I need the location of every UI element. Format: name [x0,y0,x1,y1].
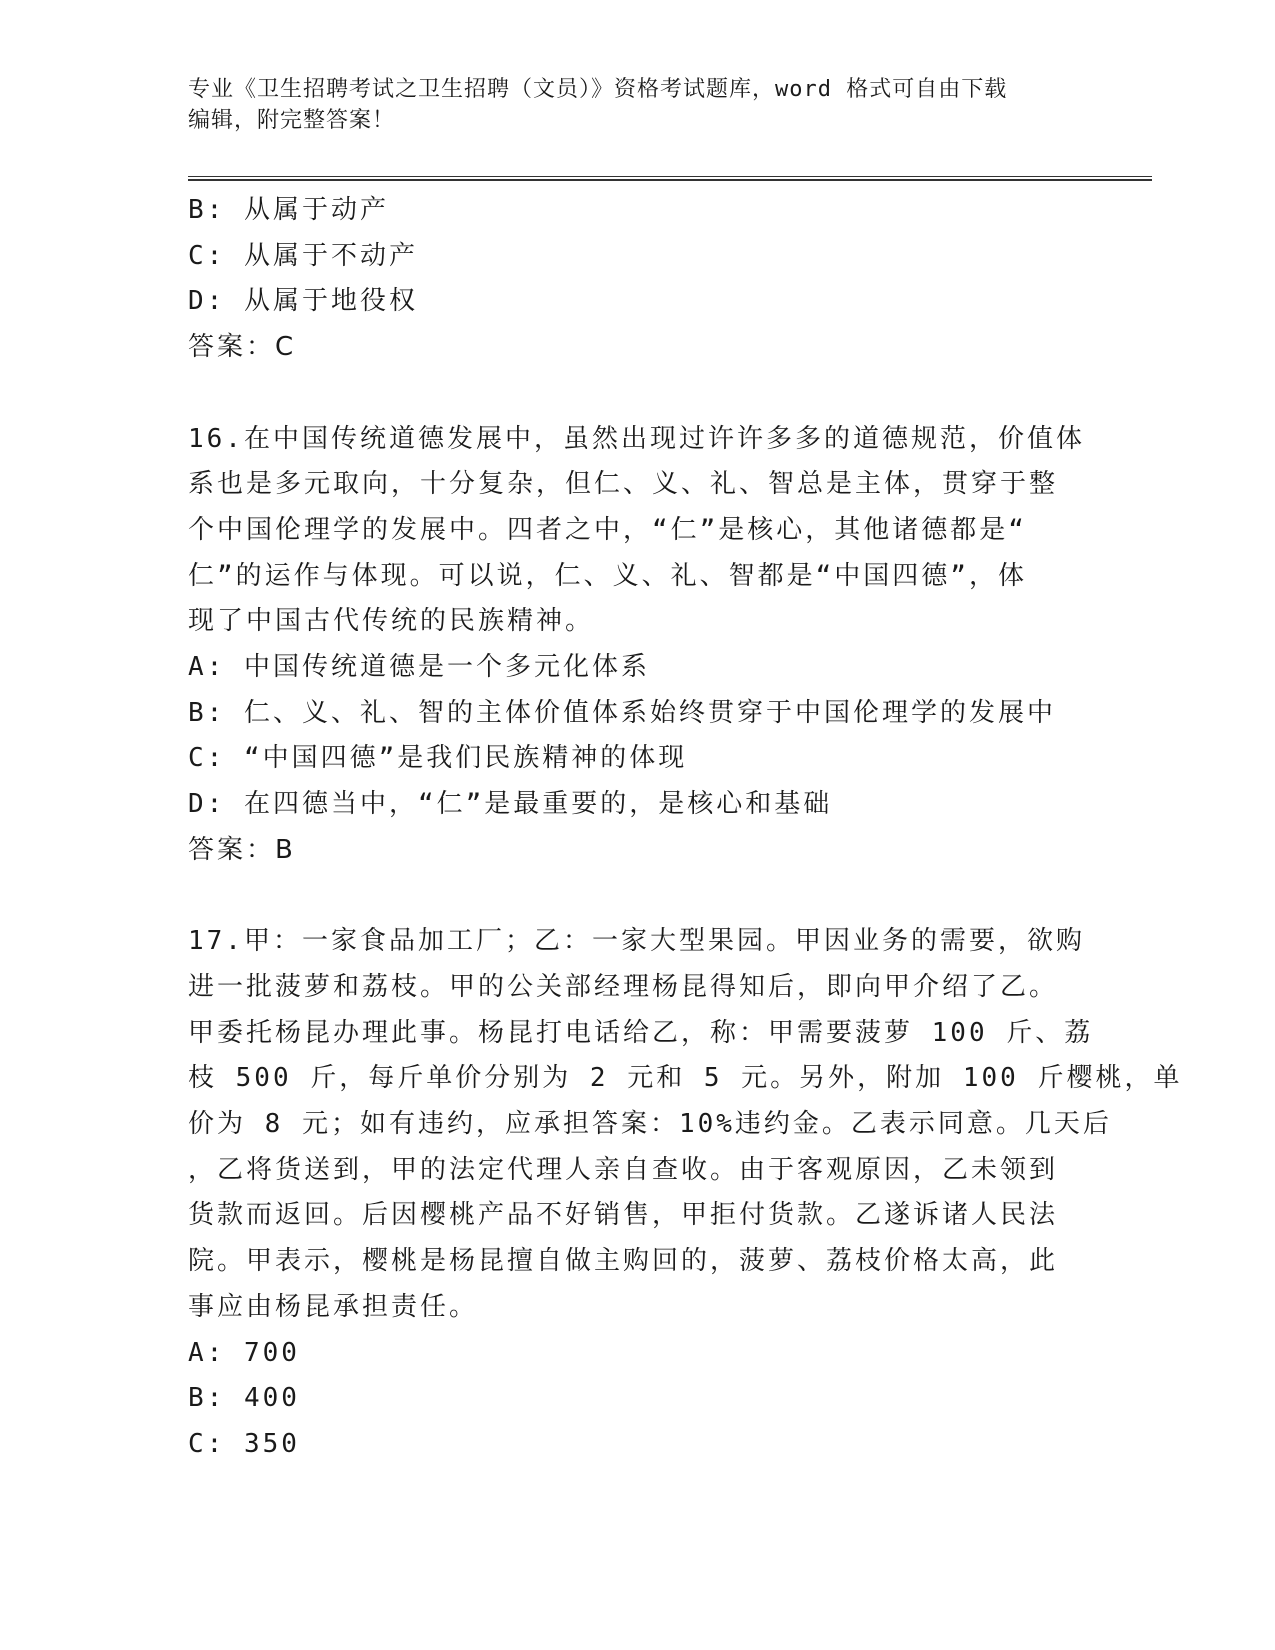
option-b: B: 仁、义、礼、智的主体价值体系始终贯穿于中国伦理学的发展中 [188,697,1056,728]
question-stem-line: 17.甲：一家食品加工厂；乙：一家大型果园。甲因业务的需要，欲购 [188,926,1085,957]
question-stem-line: 进一批菠萝和荔枝。甲的公关部经理杨昆得知后，即向甲介绍了乙。 [188,971,1059,1002]
header-divider [188,176,1152,181]
option-b: B: 从属于动产 [188,195,389,225]
question-stem-line: 个中国伦理学的发展中。四者之中，“仁”是核心，其他诸德都是“ [188,514,1027,545]
option-d: D: 从属于地役权 [188,286,418,317]
option-a: A: 700 [188,1337,300,1368]
document-body [188,188,1183,1468]
question-stem-line: 货款而返回。后因樱桃产品不好销售，甲拒付货款。乙遂诉诸人民法 [188,1200,1059,1231]
question-stem-line: 现了中国古代传统的民族精神。 [188,606,595,637]
option-c: C: 从属于不动产 [188,240,418,271]
option-b: B: 400 [188,1383,300,1414]
question-stem-line: 价为 8 元；如有违约，应承担答案：10%违约金。乙表示同意。几天后 [188,1109,1112,1140]
option-c: C: 350 [188,1428,300,1459]
question-stem-line: 枝 500 斤，每斤单价分别为 2 元和 5 元。另外，附加 100 斤樱桃，单 [188,1063,1183,1094]
document-header [188,74,1088,136]
question-stem-line: 事应由杨昆承担责任。 [188,1291,479,1322]
header-line: 专业《卫生招聘考试之卫生招聘（文员）》资格考试题库，word 格式可自由下载 [188,77,1008,102]
header-line: 编辑，附完整答案！ [188,108,396,133]
blank-line [188,874,1088,920]
blank-line [188,371,1088,417]
option-d: D: 在四德当中，“仁”是最重要的，是核心和基础 [188,789,833,820]
answer-line: 答案：C [188,332,297,363]
question-stem-line: 系也是多元取向，十分复杂，但仁、义、礼、智总是主体，贯穿于整 [188,469,1059,500]
question-16 [188,417,1088,874]
question-stem-line: 16.在中国传统道德发展中，虽然出现过许许多多的道德规范，价值体 [188,423,1085,454]
question-stem-line: ，乙将货送到，甲的法定代理人亲自查收。由于客观原因，乙未领到 [188,1154,1059,1185]
option-c: C: “中国四德”是我们民族精神的体现 [188,743,688,774]
answer-line: 答案：B [188,834,296,865]
question-stem-line: 甲委托杨昆办理此事。杨昆打电话给乙，称：甲需要菠萝 100 斤、荔 [188,1017,1094,1048]
question-stem-line: 仁”的运作与体现。可以说，仁、义、礼、智都是“中国四德”，体 [188,560,1027,591]
question-stem-line: 院。甲表示，樱桃是杨昆擅自做主购回的，菠萝、荔枝价格太高，此 [188,1246,1059,1277]
question-17 [188,919,1183,1467]
question-15-tail [188,188,1088,371]
option-a: A: 中国传统道德是一个多元化体系 [188,652,650,683]
